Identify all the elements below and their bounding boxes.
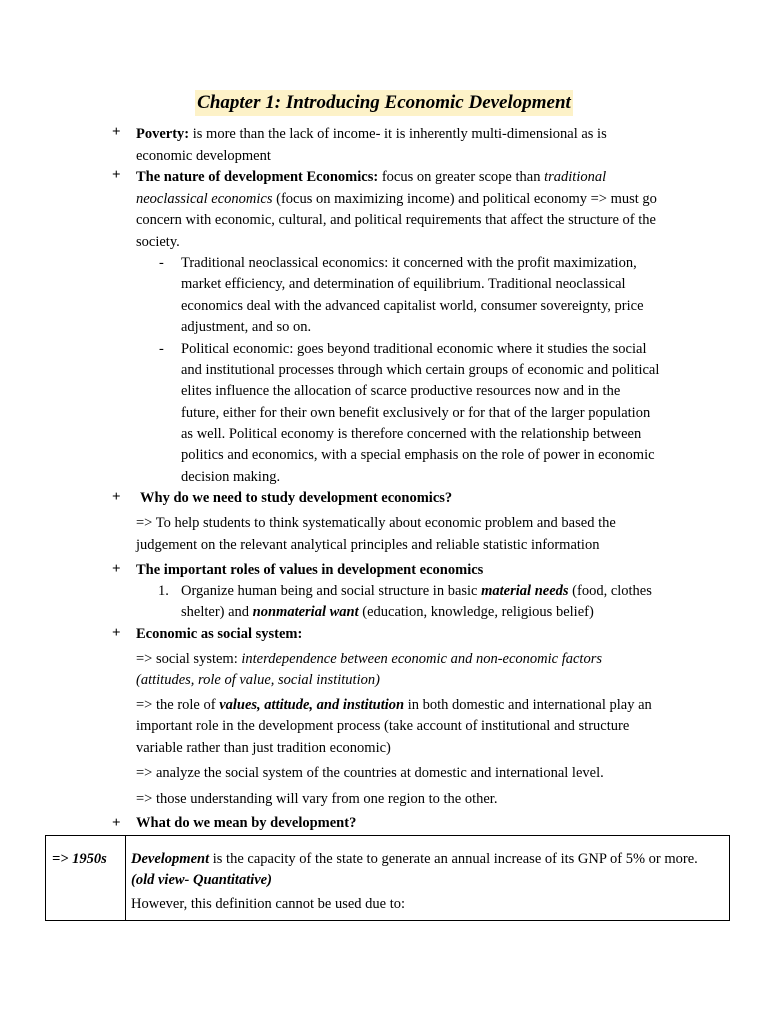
chapter-title: Chapter 1: Introducing Economic Development <box>0 93 768 112</box>
political-line: Political economic: goes beyond traditional economic where it studies the social <box>181 341 647 357</box>
social-p1-line-2: (attitudes, role of value, social institution) <box>136 672 380 688</box>
political-line: future, either for their own benefit exclusively or for that of the larger population <box>181 405 651 421</box>
nature-line-4: society. <box>136 234 180 250</box>
why-line-1: => To help students to think systematically about economic problem and based the <box>136 515 616 531</box>
political-line: decision making. <box>181 469 281 485</box>
nature-line-2: neoclassical economics (focus on maximizing income) and political economy => must go <box>136 191 657 207</box>
bullet-plus-icon: + <box>112 124 121 140</box>
social-p4: => those understanding will vary from one region to the other. <box>136 791 498 807</box>
social-p2-line-1: => the role of values, attitude, and institution in both domestic and international play an <box>136 697 652 713</box>
political-line: and institutional processes through which certain groups of economic and political <box>181 362 660 378</box>
roles-line-1: Organize human being and social structure in basic material needs (food, clothes <box>181 583 652 599</box>
political-line: elites influence the allocation of scarce productive resources now and in the <box>181 383 621 399</box>
definition-table <box>45 835 730 921</box>
social-p3: => analyze the social system of the countries at domestic and international level. <box>136 765 604 781</box>
dash-marker: - <box>159 255 164 271</box>
social-p2-line-3: variable rather than just tradition economic) <box>136 740 391 756</box>
why-heading: Why do we need to study development economics? <box>140 490 453 506</box>
political-line: politics and economics, with a special emphasis on the role of power in economic <box>181 447 655 463</box>
nature-line-3: concern with economic, cultural, and political requirements that affect the structure of the <box>136 212 656 228</box>
table-definition: Development is the capacity of the state to generate an annual increase of its GNP of 5% or more. <box>131 851 698 867</box>
roles-number: 1. <box>158 583 169 599</box>
roles-heading: The important roles of values in development economics <box>136 562 484 578</box>
social-heading: Economic as social system: <box>136 626 303 642</box>
bullet-plus-icon: + <box>112 815 121 831</box>
poverty-line-1: Poverty: is more than the lack of income- it is inherently multi-dimensional as is <box>136 126 607 142</box>
social-p1-line-1: => social system: interdependence between economic and non-economic factors <box>136 651 602 667</box>
political-line: as well. Political economy is therefore concerned with the relationship between <box>181 426 642 442</box>
traditional-line: adjustment, and so on. <box>181 319 312 335</box>
table-divider <box>125 836 126 920</box>
traditional-line: market efficiency, and determination of equilibrium. Traditional neoclassical <box>181 276 626 292</box>
development-heading: What do we mean by development? <box>136 815 357 831</box>
nature-line-1: The nature of development Economics: focus on greater scope than traditional <box>136 169 607 185</box>
bullet-plus-icon: + <box>112 167 121 183</box>
table-however: However, this definition cannot be used due to: <box>131 896 406 912</box>
traditional-line: Traditional neoclassical economics: it concerned with the profit maximization, <box>181 255 637 271</box>
social-p2-line-2: important role in the development process (take account of institutional and structure <box>136 718 630 734</box>
dash-marker: - <box>159 341 164 357</box>
roles-line-2: shelter) and nonmaterial want (education, knowledge, religious belief) <box>181 604 594 620</box>
bullet-plus-icon: + <box>112 625 121 641</box>
table-old-view: (old view- Quantitative) <box>131 872 272 888</box>
table-period: => 1950s <box>52 851 107 867</box>
traditional-line: economics deal with the advanced capitalist world, consumer sovereignty, price <box>181 298 644 314</box>
bullet-plus-icon: + <box>112 561 121 577</box>
poverty-line-2: economic development <box>136 148 271 164</box>
bullet-plus-icon: + <box>112 489 121 505</box>
why-line-2: judgement on the relevant analytical principles and reliable statistic information <box>136 537 600 553</box>
